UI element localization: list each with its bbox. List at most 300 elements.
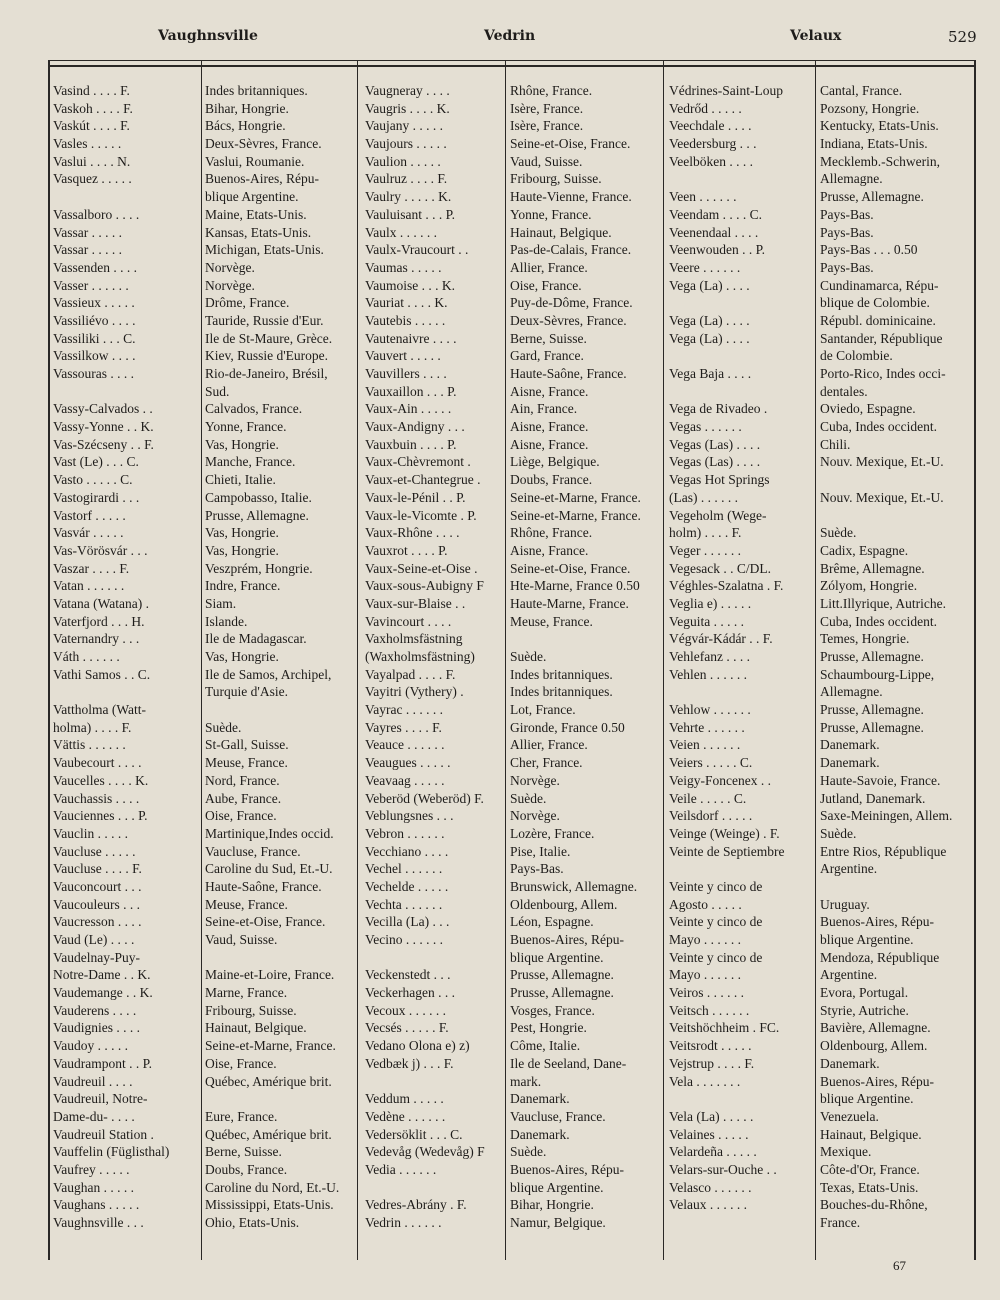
entry-line: Santander, République xyxy=(820,330,943,346)
entry-line: Vaud, Suisse. xyxy=(205,932,278,947)
entry-line xyxy=(53,683,169,701)
entry-line: Manche, France. xyxy=(205,454,296,470)
entry-line: Vehlen . . . . . . xyxy=(669,666,747,682)
entry-line: Pays-Bas. xyxy=(820,259,874,275)
entry-line: Vaslui . . . . N. xyxy=(53,153,131,169)
entry-line: Oise, France. xyxy=(205,808,277,824)
entry-line: Caroline du Sud, Et.-U. xyxy=(205,861,333,877)
entry-line: Vas, Hongrie. xyxy=(205,436,279,452)
entry-line: Veavaag . . . . . xyxy=(365,772,445,788)
entry-line: Gironde, France 0.50 xyxy=(510,719,625,735)
entry-line: Vaumas . . . . . xyxy=(365,259,442,275)
entry-line: Allier, France. xyxy=(510,259,588,275)
entry-line: Veechdale . . . . xyxy=(669,118,752,134)
column-rule xyxy=(815,60,816,1260)
entry-line: Vedevåg (Wedevåg) F xyxy=(365,1144,485,1160)
entry-line: Vassar . . . . . xyxy=(53,224,122,240)
entry-line: Buenos-Aires, Répu- xyxy=(820,914,934,930)
entry-line: Campobasso, Italie. xyxy=(205,489,312,505)
entry-line: Buenos-Aires, Répu- xyxy=(510,932,624,947)
entry-line: Drôme, France. xyxy=(205,295,290,311)
entry-line: Vauxbuin . . . . P. xyxy=(365,436,457,452)
place-names-column-2 xyxy=(365,82,485,1232)
entry-line: Chieti, Italie. xyxy=(205,472,276,488)
entry-line: Agosto . . . . . xyxy=(669,896,742,912)
entry-line: Vassieux . . . . . xyxy=(53,295,135,311)
entry-line: Vaudreuil . . . . xyxy=(53,1073,133,1089)
entry-line: Yonne, France. xyxy=(205,419,287,435)
entry-line: Vaux-sur-Blaise . . xyxy=(365,595,466,611)
entry-line: Ain, France. xyxy=(510,401,578,417)
entry-line: Vaxholmsfästning xyxy=(365,631,463,647)
entry-line xyxy=(820,507,952,525)
entry-line: Vassy-Yonne . . K. xyxy=(53,419,154,435)
entry-line: Litt.Illyrique, Autriche. xyxy=(820,595,946,611)
entry-line: Velaux . . . . . . xyxy=(669,1197,747,1213)
entry-line: Vaux-et-Chantegrue . xyxy=(365,472,481,488)
entry-line: Texas, Etats-Unis. xyxy=(820,1179,919,1195)
entry-line: Caroline du Nord, Et.-U. xyxy=(205,1179,340,1195)
entry-line: Vauxaillon . . . P. xyxy=(365,383,457,399)
entry-line: Vauderens . . . . xyxy=(53,1002,137,1018)
entry-line: Styrie, Autriche. xyxy=(820,1002,909,1018)
entry-line: Váth . . . . . . xyxy=(53,649,120,664)
entry-line: (Waxholmsfästning) xyxy=(365,649,475,664)
entry-line: Veinte y cinco de xyxy=(669,914,763,930)
entry-line: Marne, France. xyxy=(205,985,288,1001)
entry-line: Mendoza, République xyxy=(820,949,940,965)
entry-line: Velars-sur-Ouche . . xyxy=(669,1161,777,1177)
entry-line: Vela . . . . . . . xyxy=(669,1073,741,1089)
entry-line: Oldenbourg, Allem. xyxy=(510,896,618,912)
entry-line: Vaulx . . . . . . xyxy=(365,224,437,240)
entry-line: Prusse, Allemagne. xyxy=(820,702,924,718)
entry-line: Vaucelles . . . . K. xyxy=(53,772,149,788)
locations-column-3 xyxy=(820,82,952,1232)
entry-line: Vauciennes . . . P. xyxy=(53,808,148,824)
entry-line: Allemagne. xyxy=(820,684,883,700)
entry-line: Bihar, Hongrie. xyxy=(205,100,289,116)
entry-line: Vaslui, Roumanie. xyxy=(205,153,305,169)
entry-line: Haute-Saône, France. xyxy=(205,878,322,894)
entry-line: Indes britanniques. xyxy=(510,666,613,682)
entry-line: Maine-et-Loire, France. xyxy=(205,967,335,983)
entry-line: Cher, France. xyxy=(510,755,583,771)
entry-line: Argentine. xyxy=(820,861,878,877)
entry-line: Vas-Szécseny . . F. xyxy=(53,436,154,452)
entry-line: Danemark. xyxy=(820,755,880,771)
entry-line: Cantal, France. xyxy=(820,83,903,98)
entry-line: Vasvár . . . . . xyxy=(53,525,124,541)
entry-line: Vedersöklit . . . C. xyxy=(365,1126,463,1142)
entry-line: Turquie d'Asie. xyxy=(205,684,288,700)
entry-line: Vassy-Calvados . . xyxy=(53,401,153,417)
entry-line: Vaulruz . . . . F. xyxy=(365,171,448,187)
entry-line: Veinte de Septiembre xyxy=(669,843,785,859)
entry-line: Nord, France. xyxy=(205,772,280,788)
entry-line: Veedersburg . . . xyxy=(669,136,757,152)
entry-line: Vegas Hot Springs xyxy=(669,472,770,488)
entry-line: Mississippi, Etats-Unis. xyxy=(205,1197,334,1213)
entry-line: Vassiliévo . . . . xyxy=(53,312,136,328)
entry-line: Namur, Belgique. xyxy=(510,1215,606,1230)
entry-line: Ile de Madagascar. xyxy=(205,631,307,647)
entry-line: Evora, Portugal. xyxy=(820,985,909,1001)
entry-line: Islande. xyxy=(205,613,248,629)
entry-line: Veere . . . . . . xyxy=(669,259,741,275)
entry-line xyxy=(820,878,952,896)
entry-line: Berne, Suisse. xyxy=(205,1144,282,1160)
entry-line: Veenwouden . . P. xyxy=(669,242,765,258)
entry-line: Cuba, Indes occident. xyxy=(820,419,937,435)
entry-line: Bouches-du-Rhône, xyxy=(820,1197,928,1213)
entry-line: Veinte y cinco de xyxy=(669,949,763,965)
entry-line: holm) . . . . F. xyxy=(669,525,742,541)
entry-line: Vehrte . . . . . . xyxy=(669,719,745,735)
entry-line: Vassilkow . . . . xyxy=(53,348,136,364)
header-right-word: Velaux xyxy=(790,28,842,44)
entry-line: Oviedo, Espagne. xyxy=(820,401,916,417)
entry-line: Puy-de-Dôme, France. xyxy=(510,295,633,311)
entry-line xyxy=(669,383,784,401)
entry-line: Vaudemange . . K. xyxy=(53,985,153,1001)
entry-line: Vaux-Rhône . . . . xyxy=(365,525,460,541)
top-rule-double xyxy=(48,65,974,67)
entry-line: Vaud, Suisse. xyxy=(510,153,583,169)
entry-line: Kiev, Russie d'Europe. xyxy=(205,348,329,364)
entry-line: Michigan, Etats-Unis. xyxy=(205,242,324,258)
entry-line: Vast (Le) . . . C. xyxy=(53,454,139,470)
entry-line: Danemark. xyxy=(510,1126,570,1142)
entry-line xyxy=(365,1179,485,1197)
place-names-column-3 xyxy=(669,82,784,1214)
entry-line: Vehlow . . . . . . xyxy=(669,702,751,718)
entry-line: Vassenden . . . . xyxy=(53,259,137,275)
entry-line: Vecsés . . . . . F. xyxy=(365,1020,449,1036)
entry-line: blique de Colombie. xyxy=(820,295,930,311)
entry-line: Pise, Italie. xyxy=(510,843,571,859)
entry-line: Côme, Italie. xyxy=(510,1038,581,1054)
entry-line: Ile de St-Maure, Grèce. xyxy=(205,330,333,346)
entry-line: Pays-Bas. xyxy=(820,206,874,222)
entry-line: Vaucresson . . . . xyxy=(53,914,142,930)
entry-line xyxy=(820,471,952,489)
entry-line: Vegas (Las) . . . . xyxy=(669,436,761,452)
entry-line: Allemagne. xyxy=(820,171,883,187)
entry-line: Vauconcourt . . . xyxy=(53,878,142,894)
entry-line: Veitshöchheim . FC. xyxy=(669,1020,780,1036)
entry-line: Doubs, France. xyxy=(205,1161,288,1177)
entry-line: Aisne, France. xyxy=(510,542,589,558)
entry-line: Danemark. xyxy=(820,737,880,753)
entry-line: Vaucluse . . . . . xyxy=(53,843,136,859)
entry-line: Vasles . . . . . xyxy=(53,136,122,152)
entry-line: Vasto . . . . . C. xyxy=(53,472,133,488)
entry-line xyxy=(669,347,784,365)
entry-line: Norvège. xyxy=(510,772,560,788)
entry-line: Vecoux . . . . . . xyxy=(365,1002,446,1018)
entry-line: Vega (La) . . . . xyxy=(669,330,750,346)
entry-line xyxy=(510,630,641,648)
entry-line: Vassouras . . . . xyxy=(53,366,134,381)
entry-line: Vaternandry . . . xyxy=(53,631,140,647)
entry-line: Dame-du- . . . . xyxy=(53,1108,135,1124)
column-rule xyxy=(663,60,664,1260)
entry-line: Vayitri (Vythery) . xyxy=(365,684,464,700)
column-rule-left-edge xyxy=(48,60,50,1260)
entry-line: Maine, Etats-Unis. xyxy=(205,206,307,222)
entry-line: Indiana, Etats-Unis. xyxy=(820,136,928,152)
entry-line: Suède. xyxy=(820,525,857,541)
entry-line: Veaugues . . . . . xyxy=(365,755,451,771)
column-rule xyxy=(505,60,506,1260)
entry-line: dentales. xyxy=(820,383,868,399)
entry-line: Bavière, Allemagne. xyxy=(820,1020,931,1036)
entry-line: Norvège. xyxy=(510,808,560,824)
entry-line: Buenos-Aires, Répu- xyxy=(820,1073,934,1089)
entry-line: Venezuela. xyxy=(820,1108,879,1124)
entry-line xyxy=(669,1090,784,1108)
entry-line: Vauriat . . . . K. xyxy=(365,295,448,311)
entry-line: Oise, France. xyxy=(510,277,582,293)
entry-line: Pas-de-Calais, France. xyxy=(510,242,632,258)
entry-line: Martinique,Indes occid. xyxy=(205,825,334,841)
entry-line: Vaskoh . . . . F. xyxy=(53,100,133,116)
entry-line: Danemark. xyxy=(510,1091,570,1107)
entry-line: Kansas, Etats-Unis. xyxy=(205,224,312,240)
entry-line xyxy=(205,1090,339,1108)
entry-line: Rhône, France. xyxy=(510,525,593,541)
entry-line: Cadix, Espagne. xyxy=(820,542,909,558)
entry-line: Vaux-Chèvremont . xyxy=(365,454,471,470)
entry-line: Velaines . . . . . xyxy=(669,1126,749,1142)
entry-line: Suède. xyxy=(510,1144,547,1160)
entry-line: Vaux-sous-Aubigny F xyxy=(365,578,484,594)
entry-line: Suède. xyxy=(510,790,547,806)
entry-line: blique Argentine. xyxy=(510,949,604,965)
entry-line: Vela (La) . . . . . xyxy=(669,1108,754,1124)
entry-line: Seine-et-Oise, France. xyxy=(510,560,631,576)
entry-line: Vauffelin (Füglisthal) xyxy=(53,1144,170,1160)
entry-line: Vedrőd . . . . . xyxy=(669,100,742,116)
entry-line: Vasser . . . . . . xyxy=(53,277,129,293)
entry-line: Vayres . . . . F. xyxy=(365,719,442,735)
entry-line: Vaskút . . . . F. xyxy=(53,118,130,134)
entry-line: Velasco . . . . . . xyxy=(669,1179,752,1195)
entry-line: Allier, France. xyxy=(510,737,588,753)
entry-line: Sud. xyxy=(205,383,230,399)
entry-line: St-Gall, Suisse. xyxy=(205,737,289,753)
entry-line: Haute-Savoie, France. xyxy=(820,772,941,788)
entry-line: Rio-de-Janeiro, Brésil, xyxy=(205,366,328,381)
entry-line: Vaudoy . . . . . xyxy=(53,1038,128,1054)
entry-line: Vautenaivre . . . . xyxy=(365,330,457,346)
entry-line: Isère, France. xyxy=(510,118,584,134)
entry-line: Vautebis . . . . . xyxy=(365,312,446,328)
entry-line: blique Argentine. xyxy=(820,932,914,947)
entry-line: Vassiliki . . . C. xyxy=(53,330,136,346)
entry-line: Hte-Marne, France 0.50 xyxy=(510,578,640,594)
header-center-word: Vedrin xyxy=(484,28,536,44)
entry-line: Vaufrey . . . . . xyxy=(53,1161,130,1177)
entry-line: Vechelde . . . . . xyxy=(365,878,449,894)
entry-line: Vedres-Abrány . F. xyxy=(365,1197,467,1213)
entry-line: Vauluisant . . . P. xyxy=(365,206,456,222)
entry-line: Deux-Sèvres, France. xyxy=(205,136,322,152)
entry-line: Zólyom, Hongrie. xyxy=(820,578,918,594)
entry-line: Veiros . . . . . . xyxy=(669,985,744,1001)
entry-line: Veguita . . . . . xyxy=(669,613,744,629)
entry-line: Vassalboro . . . . xyxy=(53,206,140,222)
entry-line: Veckenstedt . . . xyxy=(365,967,451,983)
entry-line: (Las) . . . . . . xyxy=(669,489,738,505)
entry-line: Vas, Hongrie. xyxy=(205,525,279,541)
column-rule-right-edge xyxy=(974,60,976,1260)
entry-line: Veiers . . . . . C. xyxy=(669,755,753,771)
entry-line: Brunswick, Allemagne. xyxy=(510,878,638,894)
entry-line: Isère, France. xyxy=(510,100,584,116)
entry-line: Hainaut, Belgique. xyxy=(205,1020,307,1036)
entry-line: Meuse, France. xyxy=(205,896,288,912)
entry-line: Velardeña . . . . . xyxy=(669,1144,757,1160)
entry-line: Veigy-Foncenex . . xyxy=(669,772,771,788)
entry-line: Vega Baja . . . . xyxy=(669,366,752,381)
entry-line: Deux-Sèvres, France. xyxy=(510,312,627,328)
entry-line: Vaulion . . . . . xyxy=(365,153,441,169)
entry-line: Seine-et-Marne, France. xyxy=(205,1038,336,1054)
entry-line: Veblungsnes . . . xyxy=(365,808,454,824)
entry-line: Liège, Belgique. xyxy=(510,454,600,470)
entry-line: Védrines-Saint-Loup xyxy=(669,83,783,98)
entry-line: Haute-Saône, France. xyxy=(510,366,627,381)
entry-line: Ile de Samos, Archipel, xyxy=(205,666,332,682)
entry-line: Veglia e) . . . . . xyxy=(669,595,752,611)
entry-line: Oldenbourg, Allem. xyxy=(820,1038,928,1054)
entry-line: Brême, Allemagne. xyxy=(820,560,925,576)
entry-line: Veinte y cinco de xyxy=(669,878,763,894)
entry-line: Vaughan . . . . . xyxy=(53,1179,134,1195)
entry-line: Vejstrup . . . . F. xyxy=(669,1055,755,1071)
entry-line: Vauvillers . . . . xyxy=(365,366,447,381)
entry-line: Veendam . . . . C. xyxy=(669,206,762,222)
entry-line: Vaulry . . . . . K. xyxy=(365,189,452,205)
entry-line: Vas, Hongrie. xyxy=(205,542,279,558)
entry-line: Jutland, Danemark. xyxy=(820,790,926,806)
entry-line: Vaudignies . . . . xyxy=(53,1020,140,1036)
entry-line: Prusse, Allemagne. xyxy=(510,967,614,983)
entry-line: Veinge (Weinge) . F. xyxy=(669,825,780,841)
entry-line: Siam. xyxy=(205,595,237,611)
entry-line: Vaszar . . . . F. xyxy=(53,560,130,576)
entry-line: Seine-et-Marne, France. xyxy=(510,489,641,505)
entry-line: Argentine. xyxy=(820,967,878,983)
entry-line: Suède. xyxy=(510,649,547,664)
entry-line: Vaumoise . . . K. xyxy=(365,277,455,293)
entry-line: Vaucluse, France. xyxy=(205,843,301,859)
entry-line xyxy=(669,170,784,188)
entry-line: Vaudrampont . . P. xyxy=(53,1055,152,1071)
entry-line: Vaux-Ain . . . . . xyxy=(365,401,452,417)
entry-line: Bács, Hongrie. xyxy=(205,118,286,134)
entry-line xyxy=(53,383,169,401)
entry-line: Vaux-le-Pénil . . P. xyxy=(365,489,466,505)
entry-line: Prusse, Allemagne. xyxy=(820,649,924,664)
entry-line: Vedbæk j) . . . F. xyxy=(365,1055,454,1071)
entry-line: Lot, France. xyxy=(510,702,576,718)
entry-line: Chili. xyxy=(820,436,851,452)
entry-line: Danemark. xyxy=(820,1055,880,1071)
entry-line: Indes britanniques. xyxy=(510,684,613,700)
entry-line: Veelböken . . . . xyxy=(669,153,753,169)
entry-line: Vayalpad . . . . F. xyxy=(365,666,456,682)
entry-line: Mayo . . . . . . xyxy=(669,967,741,983)
entry-line: Seine-et-Oise, France. xyxy=(510,136,631,152)
entry-line: Veitsch . . . . . . xyxy=(669,1002,750,1018)
entry-line: Vedano Olona e) z) xyxy=(365,1038,470,1054)
entry-line: Vaucluse, France. xyxy=(510,1108,606,1124)
entry-line: Vehlefanz . . . . xyxy=(669,649,750,664)
entry-line: Prusse, Allemagne. xyxy=(510,985,614,1001)
entry-line: Saxe-Meiningen, Allem. xyxy=(820,808,953,824)
entry-line: Vaugneray . . . . xyxy=(365,83,450,98)
entry-line: Veberöd (Weberöd) F. xyxy=(365,790,484,806)
entry-line: Suède. xyxy=(820,825,857,841)
entry-line: Vechel . . . . . . xyxy=(365,861,443,877)
entry-line: Vas-Vörösvár . . . xyxy=(53,542,148,558)
entry-line: Prusse, Allemagne. xyxy=(820,719,924,735)
entry-line: Mayo . . . . . . xyxy=(669,932,741,947)
top-rule xyxy=(48,60,974,61)
entry-line xyxy=(669,294,784,312)
entry-line: Républ. dominicaine. xyxy=(820,312,936,328)
entry-line xyxy=(53,188,169,206)
entry-line: Gard, France. xyxy=(510,348,584,364)
entry-line: Norvège. xyxy=(205,259,255,275)
entry-line: Veien . . . . . . xyxy=(669,737,741,753)
entry-line: blique Argentine. xyxy=(510,1179,604,1195)
entry-line: Meuse, France. xyxy=(510,613,593,629)
entry-line: Vassar . . . . . xyxy=(53,242,122,258)
entry-line: Veauce . . . . . . xyxy=(365,737,445,753)
entry-line: Mecklemb.-Schwerin, xyxy=(820,153,940,169)
entry-line: Vauvert . . . . . xyxy=(365,348,441,364)
entry-line: mark. xyxy=(510,1073,542,1089)
entry-line: Vaucluse . . . . F. xyxy=(53,861,142,877)
entry-line xyxy=(205,701,339,719)
entry-line: Uruguay. xyxy=(820,896,870,912)
entry-line: Calvados, France. xyxy=(205,401,303,417)
entry-line: Meuse, France. xyxy=(205,755,288,771)
entry-line: Aisne, France. xyxy=(510,419,589,435)
entry-line: Doubs, France. xyxy=(510,472,593,488)
entry-line: Vaujours . . . . . xyxy=(365,136,447,152)
entry-line: Vecchiano . . . . xyxy=(365,843,449,859)
entry-line: Vaterfjord . . . H. xyxy=(53,613,145,629)
entry-line: Mexique. xyxy=(820,1144,872,1160)
entry-line: Vathi Samos . . C. xyxy=(53,666,151,682)
entry-line: Bihar, Hongrie. xyxy=(510,1197,594,1213)
entry-line: Vega (La) . . . . xyxy=(669,312,750,328)
page-number: 529 xyxy=(948,28,977,46)
entry-line: Vättis . . . . . . xyxy=(53,737,126,753)
locations-column-2 xyxy=(510,82,641,1232)
entry-line: Vayrac . . . . . . xyxy=(365,702,443,718)
entry-line: Buenos-Aires, Répu- xyxy=(205,171,319,187)
entry-line: Yonne, France. xyxy=(510,206,592,222)
entry-line: Vaujany . . . . . xyxy=(365,118,443,134)
entry-line: Vatana (Watana) . xyxy=(53,595,149,611)
entry-line: Hainaut, Belgique. xyxy=(820,1126,922,1142)
